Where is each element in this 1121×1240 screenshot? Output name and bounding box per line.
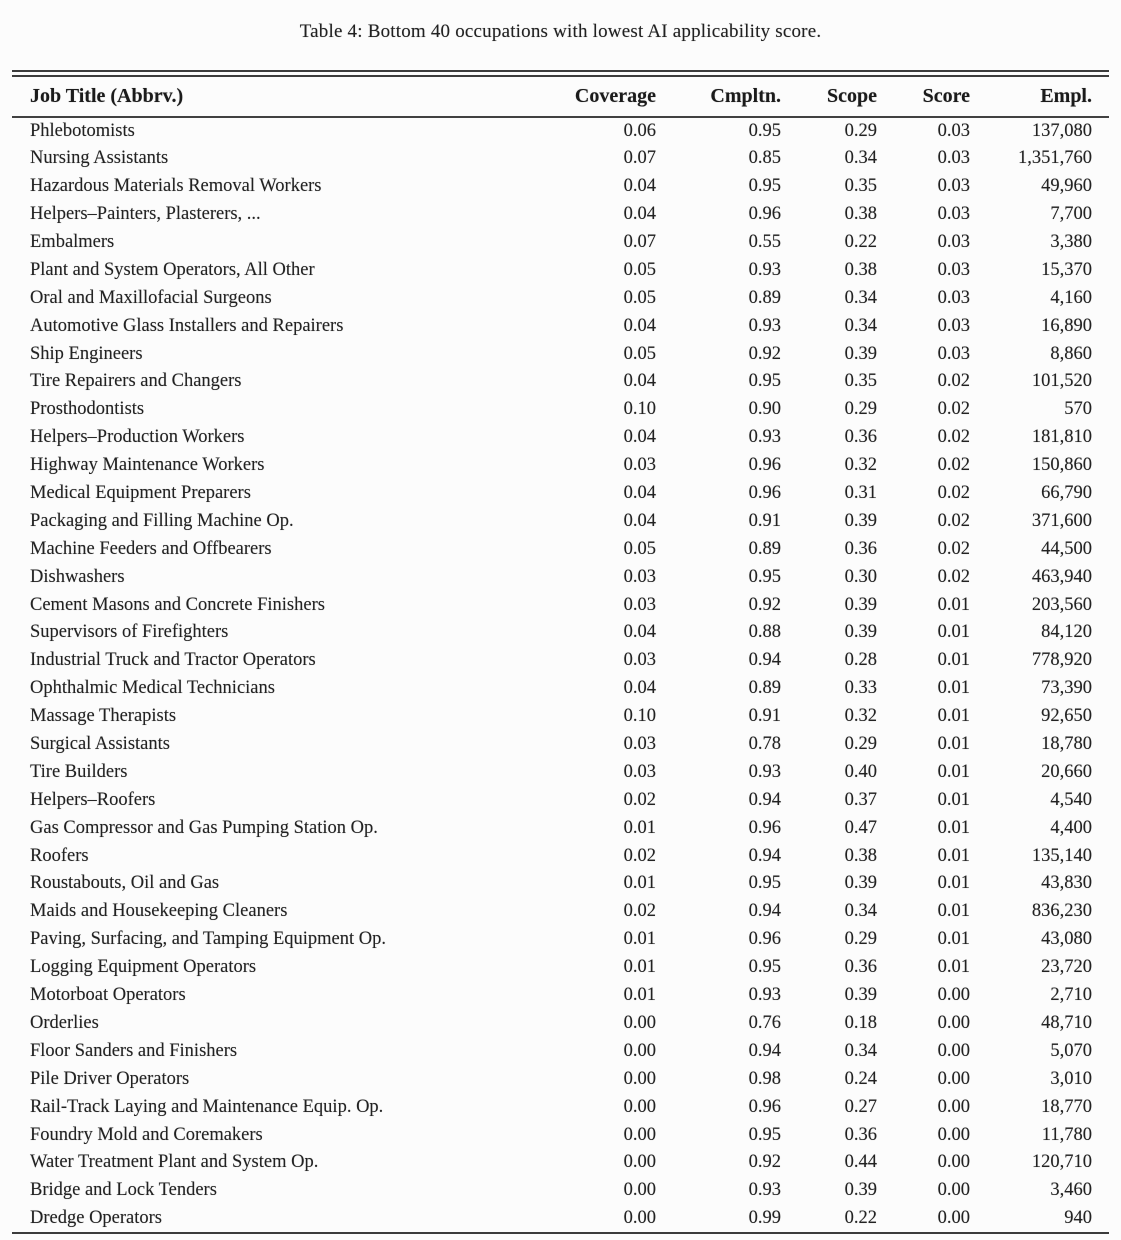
cmpltn-cell: 0.96 <box>748 483 781 504</box>
table-row <box>12 368 1109 396</box>
empl-cell: 1,351,760 <box>1018 148 1092 169</box>
coverage-cell: 0.00 <box>623 1012 656 1033</box>
empl-cell: 203,560 <box>1031 594 1092 615</box>
scope-cell: 0.34 <box>844 148 877 169</box>
table-row <box>12 1177 1109 1205</box>
empl-cell: 4,160 <box>1050 287 1092 308</box>
coverage-cell: 0.04 <box>623 678 656 699</box>
empl-cell: 5,070 <box>1050 1040 1092 1061</box>
empl-cell: 73,390 <box>1041 678 1092 699</box>
scope-cell: 0.34 <box>844 901 877 922</box>
coverage-cell: 0.00 <box>623 1152 656 1173</box>
score-cell: 0.02 <box>937 510 970 531</box>
score-cell: 0.00 <box>937 1096 970 1117</box>
cmpltn-cell: 0.96 <box>748 929 781 950</box>
score-cell: 0.00 <box>937 1152 970 1173</box>
scope-cell: 0.24 <box>844 1068 877 1089</box>
cmpltn-cell: 0.92 <box>748 343 781 364</box>
scope-cell: 0.39 <box>844 622 877 643</box>
coverage-cell: 0.07 <box>623 148 656 169</box>
table-row <box>12 1065 1109 1093</box>
coverage-cell: 0.10 <box>623 399 656 420</box>
cmpltn-cell: 0.95 <box>748 176 781 197</box>
scope-cell: 0.29 <box>844 120 877 141</box>
job-title-cell: Helpers–Roofers <box>30 789 156 810</box>
cmpltn-cell: 0.95 <box>748 566 781 587</box>
cmpltn-cell: 0.93 <box>748 427 781 448</box>
empl-cell: 120,710 <box>1031 1152 1092 1173</box>
scope-cell: 0.34 <box>844 287 877 308</box>
coverage-cell: 0.03 <box>623 761 656 782</box>
score-cell: 0.00 <box>937 1040 970 1061</box>
empl-cell: 3,380 <box>1050 232 1092 252</box>
table-row <box>12 117 1109 145</box>
coverage-cell: 0.04 <box>623 510 656 531</box>
cmpltn-cell: 0.99 <box>748 1207 781 1228</box>
score-cell: 0.01 <box>937 706 970 727</box>
job-title-cell: Maids and Housekeeping Cleaners <box>30 901 288 922</box>
job-title-cell: Nursing Assistants <box>30 148 169 169</box>
score-cell: 0.02 <box>937 455 970 476</box>
coverage-cell: 0.01 <box>623 873 656 894</box>
empl-cell: 2,710 <box>1050 985 1092 1006</box>
job-title-cell: Helpers–Production Workers <box>30 427 245 448</box>
cmpltn-cell: 0.94 <box>748 789 781 810</box>
table-row <box>12 758 1109 786</box>
job-title-cell: Motorboat Operators <box>30 985 186 1006</box>
coverage-cell: 0.04 <box>623 622 656 643</box>
scope-cell: 0.22 <box>844 1207 877 1228</box>
empl-cell: 463,940 <box>1031 566 1092 587</box>
cmpltn-cell: 0.89 <box>748 678 781 699</box>
cmpltn-cell: 0.95 <box>748 371 781 392</box>
scope-cell: 0.27 <box>844 1096 877 1117</box>
score-cell: 0.00 <box>937 1012 970 1033</box>
job-title-cell: Helpers–Painters, Plasterers, ... <box>30 204 261 225</box>
table-row <box>12 145 1109 173</box>
table-row <box>12 1149 1109 1177</box>
table-row <box>12 507 1109 535</box>
score-cell: 0.00 <box>937 1124 970 1145</box>
table-row <box>12 619 1109 647</box>
table-row <box>12 535 1109 563</box>
score-cell: 0.03 <box>937 287 970 308</box>
cmpltn-cell: 0.55 <box>748 232 781 252</box>
scope-cell: 0.47 <box>844 817 877 838</box>
scope-cell: 0.36 <box>844 957 877 978</box>
coverage-cell: 0.00 <box>623 1180 656 1201</box>
cmpltn-cell: 0.76 <box>748 1012 781 1033</box>
coverage-cell: 0.10 <box>623 706 656 727</box>
col-header-scope: Scope <box>785 77 881 117</box>
job-title-cell: Dishwashers <box>30 566 125 587</box>
job-title-cell: Cement Masons and Concrete Finishers <box>30 594 325 615</box>
job-title-cell: Plant and System Operators, All Other <box>30 259 315 280</box>
top-double-rule <box>12 70 1109 77</box>
cmpltn-cell: 0.96 <box>748 817 781 838</box>
score-cell: 0.01 <box>937 789 970 810</box>
header-row <box>12 77 1109 117</box>
coverage-cell: 0.01 <box>623 817 656 838</box>
table-row <box>12 256 1109 284</box>
empl-cell: 3,010 <box>1050 1068 1092 1089</box>
job-title-cell: Paving, Surfacing, and Tamping Equipment Op. <box>30 929 386 950</box>
job-title-cell: Industrial Truck and Tractor Operators <box>30 650 316 671</box>
score-cell: 0.00 <box>937 1068 970 1089</box>
scope-cell: 0.40 <box>844 761 877 782</box>
job-title-cell: Phlebotomists <box>30 120 135 141</box>
table-row <box>12 1037 1109 1065</box>
scope-cell: 0.28 <box>844 650 877 671</box>
empl-cell: 20,660 <box>1041 761 1092 782</box>
coverage-cell: 0.07 <box>623 232 656 252</box>
empl-cell: 15,370 <box>1041 259 1092 280</box>
coverage-cell: 0.00 <box>623 1207 656 1228</box>
score-cell: 0.00 <box>937 1207 970 1228</box>
coverage-cell: 0.04 <box>623 483 656 504</box>
col-header-coverage: Coverage <box>540 77 660 117</box>
job-title-cell: Dredge Operators <box>30 1207 163 1228</box>
table-row <box>12 814 1109 842</box>
table-row <box>12 284 1109 312</box>
cmpltn-cell: 0.92 <box>748 594 781 615</box>
empl-cell: 43,830 <box>1041 873 1092 894</box>
scope-cell: 0.22 <box>844 232 877 252</box>
empl-cell: 570 <box>1064 399 1092 420</box>
table-row <box>12 340 1109 368</box>
cmpltn-cell: 0.93 <box>748 985 781 1006</box>
score-cell: 0.02 <box>937 566 970 587</box>
score-cell: 0.03 <box>937 259 970 280</box>
score-cell: 0.01 <box>937 594 970 615</box>
score-cell: 0.01 <box>937 734 970 755</box>
table-row <box>12 731 1109 759</box>
col-header-cmpltn: Cmpltn. <box>660 77 785 117</box>
job-title-cell: Logging Equipment Operators <box>30 957 257 978</box>
job-title-cell: Tire Builders <box>30 761 128 782</box>
table-row <box>12 424 1109 452</box>
coverage-cell: 0.04 <box>623 427 656 448</box>
empl-cell: 4,400 <box>1050 817 1092 838</box>
coverage-cell: 0.03 <box>623 566 656 587</box>
score-cell: 0.03 <box>937 176 970 197</box>
scope-cell: 0.36 <box>844 1124 877 1145</box>
job-title-cell: Automotive Glass Installers and Repairers <box>30 315 344 336</box>
scope-cell: 0.29 <box>844 734 877 755</box>
scope-cell: 0.29 <box>844 929 877 950</box>
scope-cell: 0.18 <box>844 1012 877 1033</box>
empl-cell: 66,790 <box>1041 483 1092 504</box>
job-title-cell: Prosthodontists <box>30 399 145 420</box>
cmpltn-cell: 0.88 <box>748 622 781 643</box>
score-cell: 0.02 <box>937 427 970 448</box>
score-cell: 0.03 <box>937 120 970 141</box>
table-row <box>12 591 1109 619</box>
col-header-empl: Empl. <box>974 77 1109 117</box>
empl-cell: 181,810 <box>1031 427 1092 448</box>
cmpltn-cell: 0.89 <box>748 538 781 559</box>
cmpltn-cell: 0.96 <box>748 1096 781 1117</box>
table-row <box>12 201 1109 229</box>
job-title-cell: Bridge and Lock Tenders <box>30 1180 217 1201</box>
scope-cell: 0.44 <box>844 1152 877 1173</box>
job-title-cell: Roustabouts, Oil and Gas <box>30 873 220 894</box>
table-row <box>12 1121 1109 1149</box>
table-row <box>12 954 1109 982</box>
job-title-cell: Ship Engineers <box>30 343 143 364</box>
empl-cell: 18,770 <box>1041 1096 1092 1117</box>
table-header <box>12 77 1109 117</box>
empl-cell: 48,710 <box>1041 1012 1092 1033</box>
job-title-cell: Medical Equipment Preparers <box>30 483 251 504</box>
job-title-cell: Supervisors of Firefighters <box>30 622 229 643</box>
table-row <box>12 982 1109 1010</box>
table-container <box>12 70 1109 1234</box>
table-row <box>12 396 1109 424</box>
table-row <box>12 703 1109 731</box>
col-header-score: Score <box>881 77 974 117</box>
cmpltn-cell: 0.98 <box>748 1068 781 1089</box>
cmpltn-cell: 0.94 <box>748 1040 781 1061</box>
score-cell: 0.02 <box>937 371 970 392</box>
table-row <box>12 1205 1109 1233</box>
cmpltn-cell: 0.85 <box>748 148 781 169</box>
cmpltn-cell: 0.91 <box>748 706 781 727</box>
empl-cell: 16,890 <box>1041 315 1092 336</box>
scope-cell: 0.39 <box>844 343 877 364</box>
cmpltn-cell: 0.95 <box>748 873 781 894</box>
coverage-cell: 0.00 <box>623 1068 656 1089</box>
table-row <box>12 870 1109 898</box>
job-title-cell: Packaging and Filling Machine Op. <box>30 510 294 531</box>
coverage-cell: 0.00 <box>623 1040 656 1061</box>
coverage-cell: 0.00 <box>623 1096 656 1117</box>
score-cell: 0.00 <box>937 1180 970 1201</box>
job-title-cell: Pile Driver Operators <box>30 1068 190 1089</box>
scope-cell: 0.36 <box>844 538 877 559</box>
coverage-cell: 0.03 <box>623 734 656 755</box>
scope-cell: 0.39 <box>844 985 877 1006</box>
col-header-job-title: Job Title (Abbrv.) <box>12 77 540 117</box>
score-cell: 0.00 <box>937 985 970 1006</box>
score-cell: 0.01 <box>937 901 970 922</box>
scope-cell: 0.39 <box>844 594 877 615</box>
scope-cell: 0.39 <box>844 873 877 894</box>
coverage-cell: 0.04 <box>623 176 656 197</box>
empl-cell: 8,860 <box>1050 343 1092 364</box>
cmpltn-cell: 0.93 <box>748 761 781 782</box>
scope-cell: 0.32 <box>844 455 877 476</box>
cmpltn-cell: 0.94 <box>748 845 781 866</box>
empl-cell: 92,650 <box>1041 706 1092 727</box>
empl-cell: 18,780 <box>1041 734 1092 755</box>
cmpltn-cell: 0.95 <box>748 1124 781 1145</box>
score-cell: 0.03 <box>937 148 970 169</box>
coverage-cell: 0.03 <box>623 650 656 671</box>
score-cell: 0.03 <box>937 315 970 336</box>
coverage-cell: 0.00 <box>623 1124 656 1145</box>
score-cell: 0.01 <box>937 622 970 643</box>
job-title-cell: Massage Therapists <box>30 706 177 727</box>
empl-cell: 23,720 <box>1041 957 1092 978</box>
scope-cell: 0.29 <box>844 399 877 420</box>
scope-cell: 0.33 <box>844 678 877 699</box>
score-cell: 0.01 <box>937 817 970 838</box>
cmpltn-cell: 0.89 <box>748 287 781 308</box>
score-cell: 0.01 <box>937 650 970 671</box>
score-cell: 0.01 <box>937 929 970 950</box>
job-title-cell: Tire Repairers and Changers <box>30 371 242 392</box>
empl-cell: 778,920 <box>1031 650 1092 671</box>
score-cell: 0.02 <box>937 538 970 559</box>
cmpltn-cell: 0.96 <box>748 455 781 476</box>
table-row <box>12 480 1109 508</box>
empl-cell: 4,540 <box>1050 789 1092 810</box>
table-row <box>12 842 1109 870</box>
job-title-cell: Oral and Maxillofacial Surgeons <box>30 287 272 308</box>
score-cell: 0.01 <box>937 678 970 699</box>
coverage-cell: 0.02 <box>623 901 656 922</box>
score-cell: 0.03 <box>937 232 970 252</box>
table-row <box>12 926 1109 954</box>
coverage-cell: 0.02 <box>623 789 656 810</box>
job-title-cell: Foundry Mold and Coremakers <box>30 1124 263 1145</box>
score-cell: 0.02 <box>937 399 970 420</box>
empl-cell: 137,080 <box>1031 120 1092 141</box>
table-row <box>12 675 1109 703</box>
cmpltn-cell: 0.90 <box>748 399 781 420</box>
coverage-cell: 0.05 <box>623 343 656 364</box>
cmpltn-cell: 0.93 <box>748 259 781 280</box>
score-cell: 0.03 <box>937 204 970 225</box>
table-row <box>12 452 1109 480</box>
empl-cell: 836,230 <box>1031 901 1092 922</box>
job-title-cell: Gas Compressor and Gas Pumping Station Op. <box>30 817 378 838</box>
coverage-cell: 0.06 <box>623 120 656 141</box>
scope-cell: 0.38 <box>844 259 877 280</box>
score-cell: 0.02 <box>937 483 970 504</box>
coverage-cell: 0.04 <box>623 315 656 336</box>
cmpltn-cell: 0.95 <box>748 957 781 978</box>
coverage-cell: 0.05 <box>623 538 656 559</box>
job-title-cell: Embalmers <box>30 232 115 252</box>
scope-cell: 0.34 <box>844 315 877 336</box>
table-row <box>12 1010 1109 1038</box>
scope-cell: 0.38 <box>844 204 877 225</box>
job-title-cell: Surgical Assistants <box>30 734 170 755</box>
scope-cell: 0.31 <box>844 483 877 504</box>
job-title-cell: Rail-Track Laying and Maintenance Equip. Op. <box>30 1096 384 1117</box>
job-title-cell: Orderlies <box>30 1012 99 1033</box>
scope-cell: 0.37 <box>844 789 877 810</box>
job-title-cell: Water Treatment Plant and System Op. <box>30 1152 319 1173</box>
scope-cell: 0.38 <box>844 845 877 866</box>
score-cell: 0.01 <box>937 761 970 782</box>
coverage-cell: 0.05 <box>623 259 656 280</box>
coverage-cell: 0.05 <box>623 287 656 308</box>
score-cell: 0.01 <box>937 845 970 866</box>
empl-cell: 43,080 <box>1041 929 1092 950</box>
coverage-cell: 0.02 <box>623 845 656 866</box>
job-title-cell: Roofers <box>30 845 89 866</box>
coverage-cell: 0.04 <box>623 371 656 392</box>
empl-cell: 371,600 <box>1031 510 1092 531</box>
cmpltn-cell: 0.94 <box>748 901 781 922</box>
empl-cell: 11,780 <box>1041 1124 1092 1145</box>
cmpltn-cell: 0.93 <box>748 1180 781 1201</box>
cmpltn-cell: 0.93 <box>748 315 781 336</box>
table-row <box>12 786 1109 814</box>
table-row <box>12 312 1109 340</box>
table-caption: Table 4: Bottom 40 occupations with lowest AI applicability score. <box>299 21 822 42</box>
coverage-cell: 0.01 <box>623 985 656 1006</box>
cmpltn-cell: 0.95 <box>748 120 781 141</box>
empl-cell: 84,120 <box>1041 622 1092 643</box>
table-row <box>12 563 1109 591</box>
job-title-cell: Floor Sanders and Finishers <box>30 1040 238 1061</box>
cmpltn-cell: 0.96 <box>748 204 781 225</box>
scope-cell: 0.32 <box>844 706 877 727</box>
scope-cell: 0.39 <box>844 510 877 531</box>
coverage-cell: 0.04 <box>623 204 656 225</box>
coverage-cell: 0.03 <box>623 455 656 476</box>
job-title-cell: Ophthalmic Medical Technicians <box>30 678 275 699</box>
table-row <box>12 1093 1109 1121</box>
empl-cell: 7,700 <box>1050 204 1092 225</box>
score-cell: 0.03 <box>937 343 970 364</box>
empl-cell: 101,520 <box>1031 371 1092 392</box>
empl-cell: 44,500 <box>1041 538 1092 559</box>
empl-cell: 49,960 <box>1041 176 1092 197</box>
coverage-cell: 0.01 <box>623 957 656 978</box>
cmpltn-cell: 0.94 <box>748 650 781 671</box>
table-row <box>12 173 1109 201</box>
empl-cell: 150,860 <box>1031 455 1092 476</box>
cmpltn-cell: 0.92 <box>748 1152 781 1173</box>
coverage-cell: 0.01 <box>623 929 656 950</box>
job-title-cell: Hazardous Materials Removal Workers <box>30 176 322 197</box>
empl-cell: 3,460 <box>1050 1180 1092 1201</box>
score-cell: 0.01 <box>937 957 970 978</box>
occupations-table <box>12 77 1109 1234</box>
scope-cell: 0.34 <box>844 1040 877 1061</box>
empl-cell: 940 <box>1064 1207 1092 1228</box>
table-row <box>12 229 1109 257</box>
table-row <box>12 898 1109 926</box>
cmpltn-cell: 0.78 <box>748 734 781 755</box>
scope-cell: 0.39 <box>844 1180 877 1201</box>
table-body <box>12 117 1109 1233</box>
empl-cell: 135,140 <box>1031 845 1092 866</box>
job-title-cell: Highway Maintenance Workers <box>30 455 265 476</box>
job-title-cell: Machine Feeders and Offbearers <box>30 538 272 559</box>
score-cell: 0.01 <box>937 873 970 894</box>
scope-cell: 0.30 <box>844 566 877 587</box>
scope-cell: 0.36 <box>844 427 877 448</box>
scope-cell: 0.35 <box>844 176 877 197</box>
coverage-cell: 0.03 <box>623 594 656 615</box>
scope-cell: 0.35 <box>844 371 877 392</box>
table-row <box>12 647 1109 675</box>
cmpltn-cell: 0.91 <box>748 510 781 531</box>
